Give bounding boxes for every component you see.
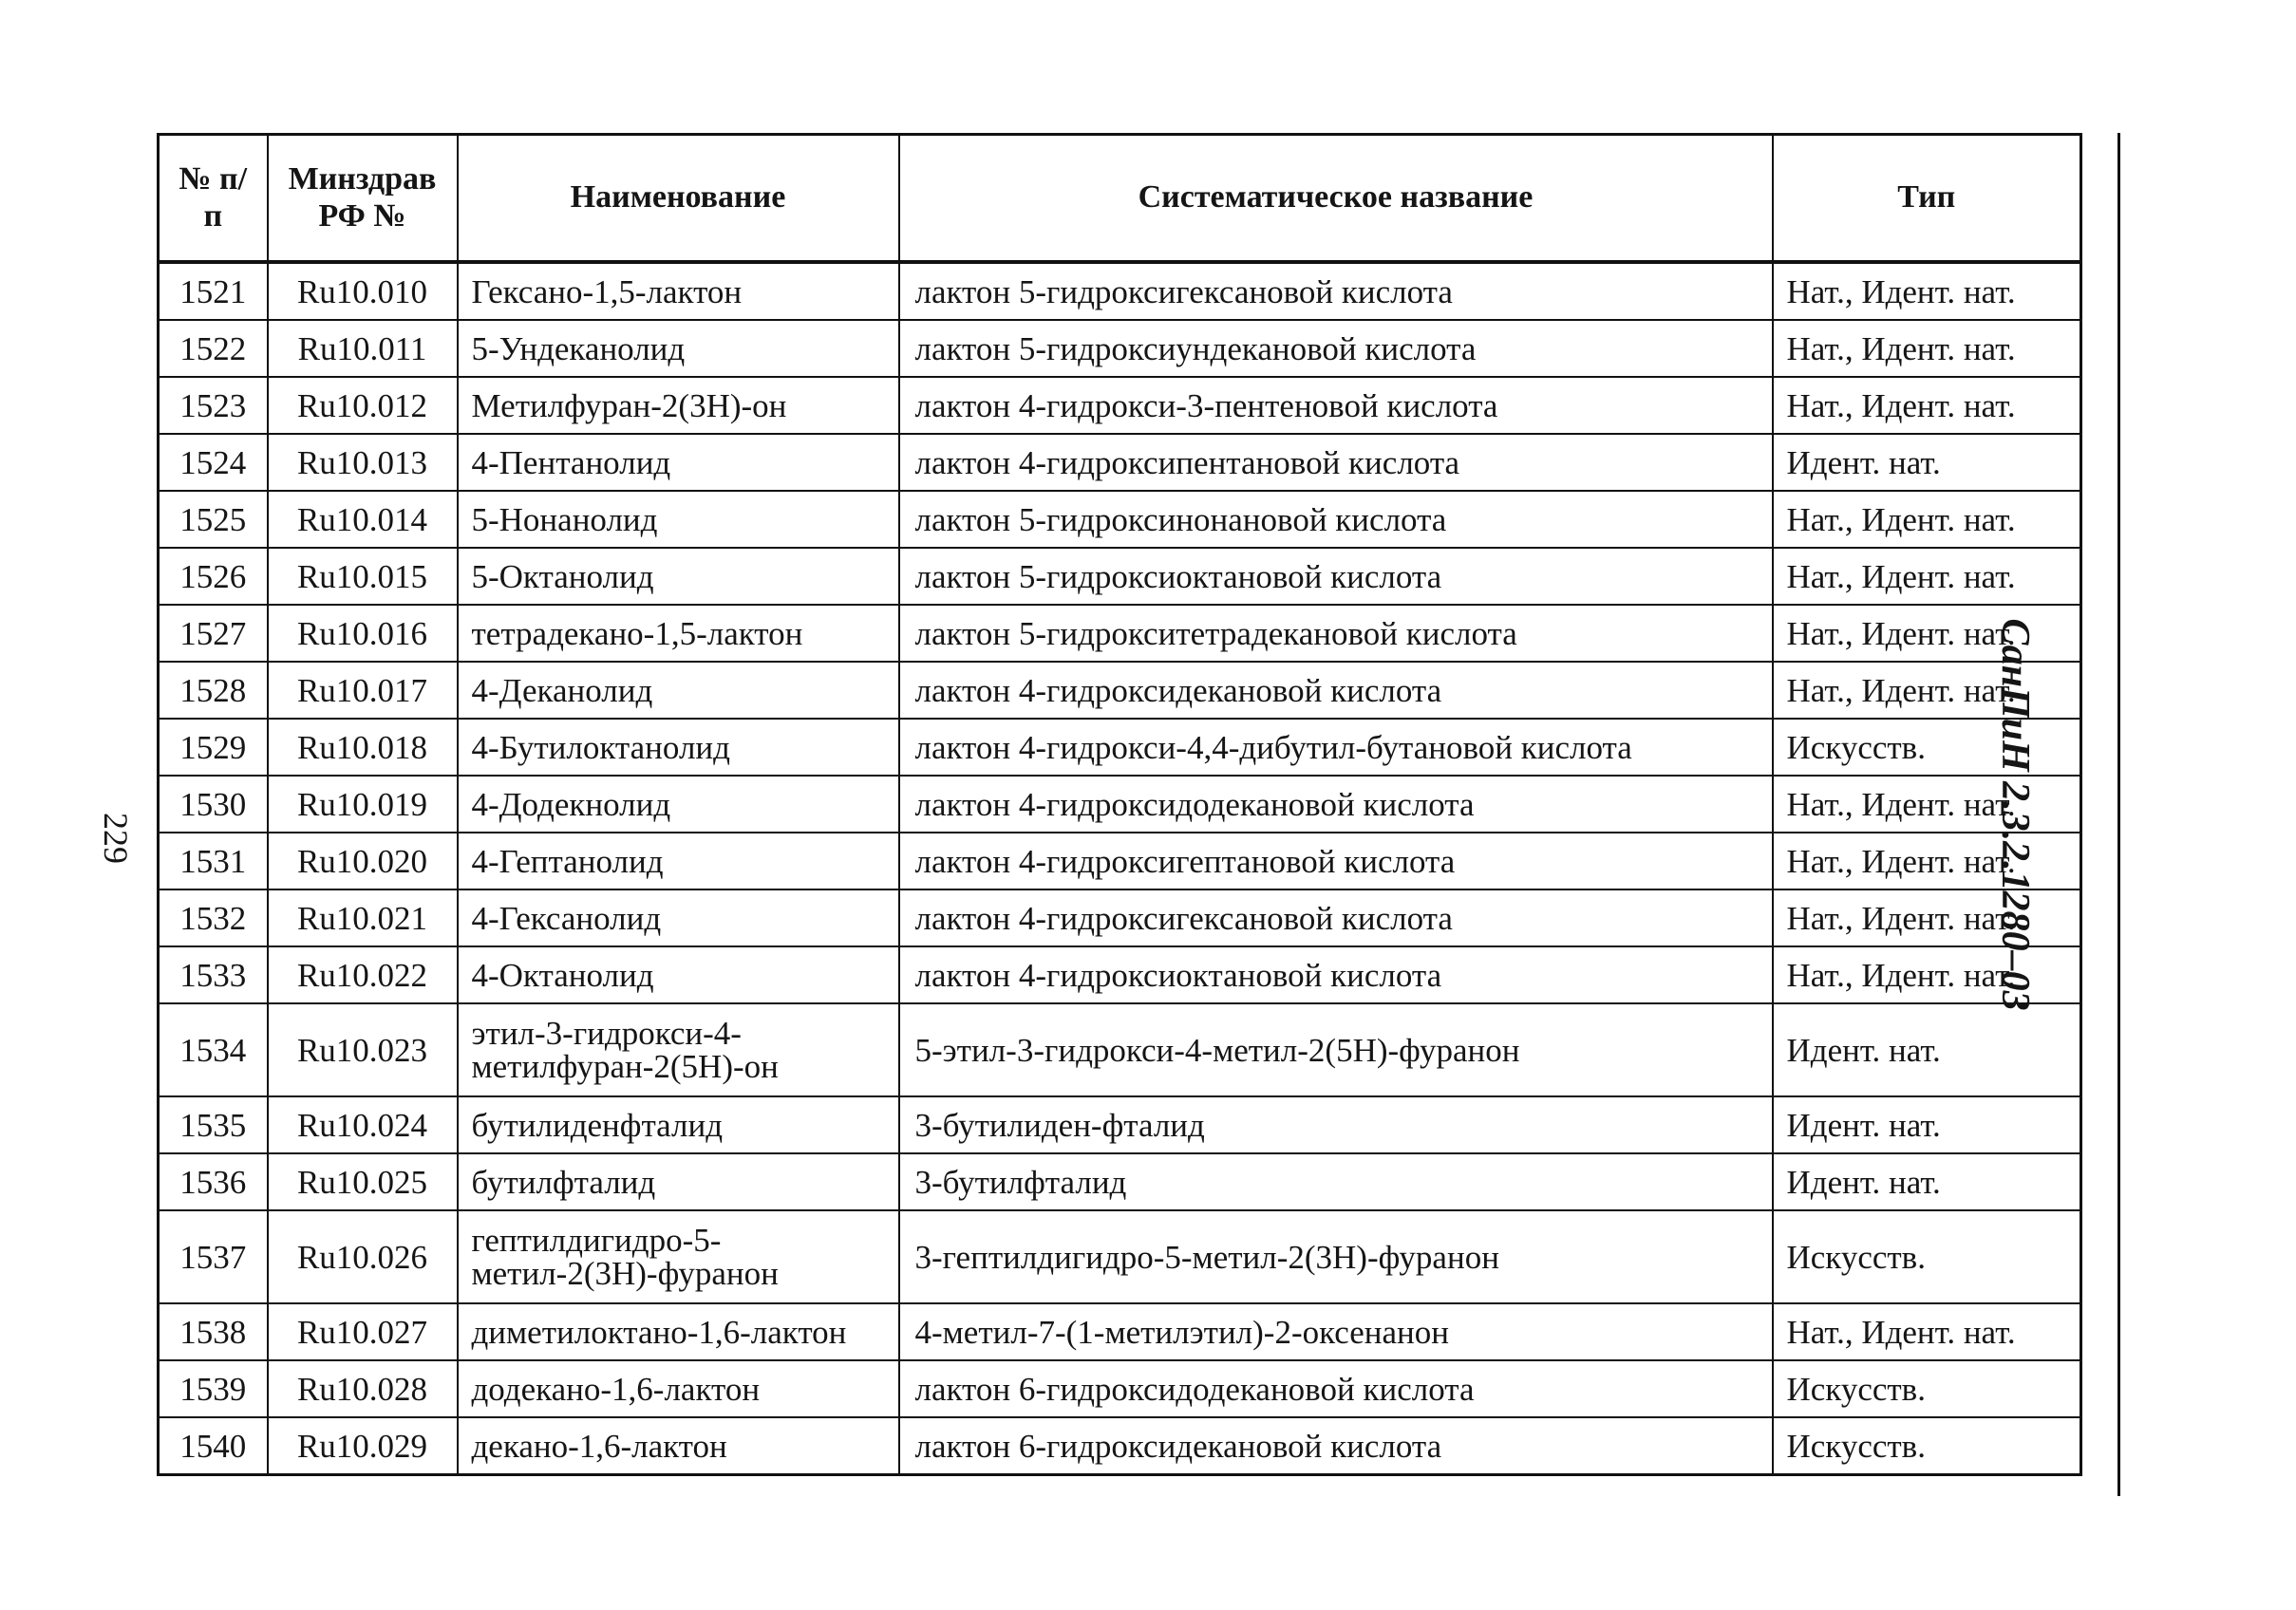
page-number: 229 xyxy=(97,813,135,864)
cell-type: Нат., Идент. нат. xyxy=(1773,491,2081,548)
cell-name: гептилдигидро-5-метил-2(3Н)-фуранон xyxy=(458,1210,899,1303)
cell-code: Ru10.011 xyxy=(268,320,458,377)
cell-systematic: 3-бутилфталид xyxy=(899,1153,1773,1210)
table-row xyxy=(159,1303,2081,1360)
cell-type: Идент. нат. xyxy=(1773,1003,2081,1096)
cell-code: Ru10.021 xyxy=(268,889,458,946)
cell-code: Ru10.013 xyxy=(268,434,458,491)
header-systematic: Систематическое название xyxy=(899,135,1773,263)
cell-code: Ru10.018 xyxy=(268,719,458,776)
cell-type: Идент. нат. xyxy=(1773,1153,2081,1210)
cell-num: 1521 xyxy=(159,262,268,320)
cell-name: Гексано-1,5-лактон xyxy=(458,262,899,320)
table-body xyxy=(159,262,2081,1475)
cell-systematic: лактон 4-гидроксигептановой кислота xyxy=(899,833,1773,889)
table-row xyxy=(159,662,2081,719)
cell-num: 1531 xyxy=(159,833,268,889)
cell-type: Нат., Идент. нат. xyxy=(1773,320,2081,377)
table-row xyxy=(159,548,2081,605)
cell-code: Ru10.015 xyxy=(268,548,458,605)
cell-systematic: лактон 5-гидроксиоктановой кислота xyxy=(899,548,1773,605)
cell-type: Искусств. xyxy=(1773,719,2081,776)
cell-name: этил-3-гидрокси-4-метилфуран-2(5Н)-он xyxy=(458,1003,899,1096)
table-row xyxy=(159,1417,2081,1475)
cell-num: 1536 xyxy=(159,1153,268,1210)
cell-type: Нат., Идент. нат. xyxy=(1773,776,2081,833)
cell-type: Нат., Идент. нат. xyxy=(1773,262,2081,320)
cell-code: Ru10.024 xyxy=(268,1096,458,1153)
cell-num: 1528 xyxy=(159,662,268,719)
cell-systematic: лактон 4-гидроксидодекановой кислота xyxy=(899,776,1773,833)
cell-systematic: лактон 5-гидроксинонановой кислота xyxy=(899,491,1773,548)
cell-systematic: 3-бутилиден-фталид xyxy=(899,1096,1773,1153)
table-header-row xyxy=(159,135,2081,263)
cell-code: Ru10.025 xyxy=(268,1153,458,1210)
cell-name: тетрадекано-1,5-лактон xyxy=(458,605,899,662)
cell-type: Искусств. xyxy=(1773,1417,2081,1475)
cell-name: бутилфталид xyxy=(458,1153,899,1210)
cell-code: Ru10.012 xyxy=(268,377,458,434)
cell-num: 1539 xyxy=(159,1360,268,1417)
table-row xyxy=(159,377,2081,434)
cell-name: 5-Нонанолид xyxy=(458,491,899,548)
cell-num: 1525 xyxy=(159,491,268,548)
cell-code: Ru10.022 xyxy=(268,946,458,1003)
table-row xyxy=(159,719,2081,776)
header-type: Тип xyxy=(1773,135,2081,263)
cell-name: додекано-1,6-лактон xyxy=(458,1360,899,1417)
table-row xyxy=(159,434,2081,491)
cell-code: Ru10.028 xyxy=(268,1360,458,1417)
cell-num: 1522 xyxy=(159,320,268,377)
cell-num: 1535 xyxy=(159,1096,268,1153)
cell-systematic: лактон 5-гидроксигексановой кислота xyxy=(899,262,1773,320)
cell-name: Метилфуран-2(3Н)-он xyxy=(458,377,899,434)
table-row xyxy=(159,1003,2081,1096)
cell-name: 4-Гексанолид xyxy=(458,889,899,946)
cell-num: 1540 xyxy=(159,1417,268,1475)
cell-name: 5-Октанолид xyxy=(458,548,899,605)
cell-name: декано-1,6-лактон xyxy=(458,1417,899,1475)
header-num: № п/п xyxy=(159,135,268,263)
table-row xyxy=(159,1210,2081,1303)
cell-name: диметилоктано-1,6-лактон xyxy=(458,1303,899,1360)
cell-systematic: лактон 4-гидрокси-3-пентеновой кислота xyxy=(899,377,1773,434)
cell-num: 1529 xyxy=(159,719,268,776)
cell-type: Нат., Идент. нат. xyxy=(1773,946,2081,1003)
cell-name: 5-Ундеканолид xyxy=(458,320,899,377)
header-code: Минздрав РФ № xyxy=(268,135,458,263)
cell-type: Нат., Идент. нат. xyxy=(1773,605,2081,662)
cell-num: 1533 xyxy=(159,946,268,1003)
table-row xyxy=(159,889,2081,946)
table-row xyxy=(159,833,2081,889)
cell-num: 1532 xyxy=(159,889,268,946)
table-row xyxy=(159,1096,2081,1153)
side-rule xyxy=(2117,133,2120,1496)
cell-num: 1538 xyxy=(159,1303,268,1360)
cell-num: 1530 xyxy=(159,776,268,833)
cell-systematic: лактон 6-гидроксидекановой кислота xyxy=(899,1417,1773,1475)
cell-systematic: 3-гептилдигидро-5-метил-2(3Н)-фуранон xyxy=(899,1210,1773,1303)
cell-type: Нат., Идент. нат. xyxy=(1773,1303,2081,1360)
cell-systematic: лактон 4-гидроксиоктановой кислота xyxy=(899,946,1773,1003)
cell-code: Ru10.026 xyxy=(268,1210,458,1303)
cell-systematic: 5-этил-3-гидрокси-4-метил-2(5Н)-фуранон xyxy=(899,1003,1773,1096)
table-row xyxy=(159,491,2081,548)
cell-type: Искусств. xyxy=(1773,1360,2081,1417)
cell-type: Идент. нат. xyxy=(1773,1096,2081,1153)
document-code: СанПиН 2.3.2.1280–03 xyxy=(1993,618,2037,1011)
cell-name: бутилиденфталид xyxy=(458,1096,899,1153)
cell-systematic: лактон 5-гидроксиундекановой кислота xyxy=(899,320,1773,377)
cell-code: Ru10.023 xyxy=(268,1003,458,1096)
cell-code: Ru10.016 xyxy=(268,605,458,662)
table-row xyxy=(159,320,2081,377)
additives-table xyxy=(157,133,2082,1476)
cell-name: 4-Деканолид xyxy=(458,662,899,719)
cell-systematic: лактон 5-гидрокситетрадекановой кислота xyxy=(899,605,1773,662)
cell-num: 1526 xyxy=(159,548,268,605)
table-row xyxy=(159,946,2081,1003)
cell-code: Ru10.017 xyxy=(268,662,458,719)
cell-name: 4-Додекнолид xyxy=(458,776,899,833)
table-row xyxy=(159,605,2081,662)
cell-systematic: лактон 4-гидроксигексановой кислота xyxy=(899,889,1773,946)
cell-code: Ru10.014 xyxy=(268,491,458,548)
cell-name: 4-Октанолид xyxy=(458,946,899,1003)
cell-type: Идент. нат. xyxy=(1773,434,2081,491)
table-row xyxy=(159,262,2081,320)
cell-code: Ru10.010 xyxy=(268,262,458,320)
cell-systematic: лактон 4-гидроксипентановой кислота xyxy=(899,434,1773,491)
cell-num: 1534 xyxy=(159,1003,268,1096)
cell-type: Нат., Идент. нат. xyxy=(1773,889,2081,946)
table-row xyxy=(159,1360,2081,1417)
cell-num: 1537 xyxy=(159,1210,268,1303)
cell-name: 4-Пентанолид xyxy=(458,434,899,491)
cell-type: Нат., Идент. нат. xyxy=(1773,833,2081,889)
cell-type: Нат., Идент. нат. xyxy=(1773,662,2081,719)
cell-name: 4-Бутилоктанолид xyxy=(458,719,899,776)
cell-systematic: лактон 6-гидроксидодекановой кислота xyxy=(899,1360,1773,1417)
cell-systematic: лактон 4-гидроксидекановой кислота xyxy=(899,662,1773,719)
header-name: Наименование xyxy=(458,135,899,263)
cell-num: 1524 xyxy=(159,434,268,491)
cell-type: Нат., Идент. нат. xyxy=(1773,548,2081,605)
table-row xyxy=(159,776,2081,833)
cell-num: 1527 xyxy=(159,605,268,662)
cell-type: Искусств. xyxy=(1773,1210,2081,1303)
cell-name: 4-Гептанолид xyxy=(458,833,899,889)
table-row xyxy=(159,1153,2081,1210)
cell-type: Нат., Идент. нат. xyxy=(1773,377,2081,434)
cell-code: Ru10.019 xyxy=(268,776,458,833)
cell-code: Ru10.027 xyxy=(268,1303,458,1360)
cell-code: Ru10.020 xyxy=(268,833,458,889)
cell-num: 1523 xyxy=(159,377,268,434)
cell-systematic: 4-метил-7-(1-метилэтил)-2-оксенанон xyxy=(899,1303,1773,1360)
cell-systematic: лактон 4-гидрокси-4,4-дибутил-бутановой кислота xyxy=(899,719,1773,776)
cell-code: Ru10.029 xyxy=(268,1417,458,1475)
